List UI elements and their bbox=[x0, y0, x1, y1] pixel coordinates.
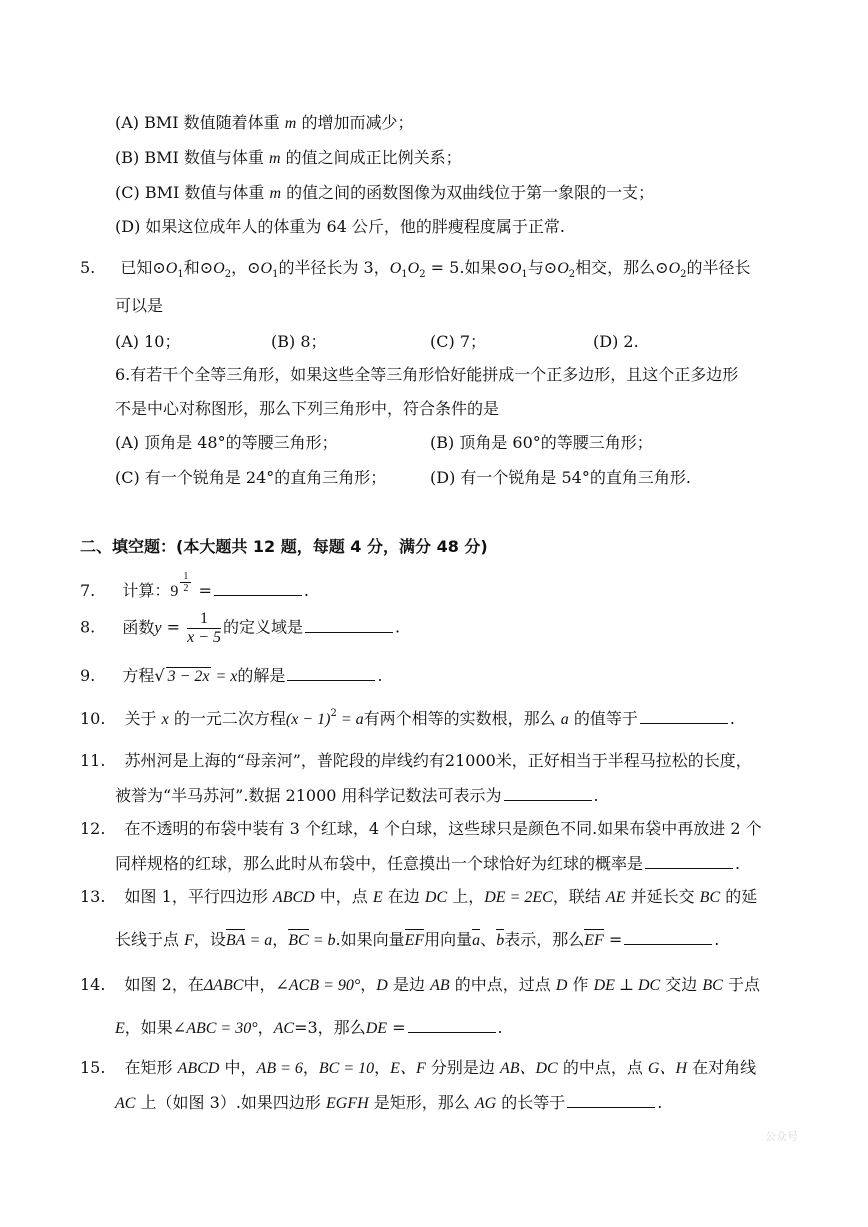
q13-e: E bbox=[372, 889, 383, 906]
q8-text2: 的定义域是 bbox=[222, 617, 303, 637]
option-b-text: (B) BMI 数值与体重 bbox=[115, 148, 264, 167]
q11-line1 bbox=[80, 751, 752, 770]
q13-line1 bbox=[80, 887, 757, 907]
q14-end: . bbox=[497, 1018, 503, 1037]
q12-line1 bbox=[80, 819, 762, 838]
q9 bbox=[80, 666, 383, 686]
q4-option-a bbox=[115, 113, 413, 133]
q7-end: . bbox=[303, 581, 309, 600]
q4-option-b bbox=[115, 148, 462, 168]
q13-f: F bbox=[184, 932, 194, 949]
q13-answer-blank[interactable] bbox=[624, 930, 712, 945]
q8-eq: = bbox=[161, 617, 186, 637]
q13-eq-b: = b bbox=[308, 932, 336, 949]
q13-line2 bbox=[115, 930, 719, 950]
q14-d: D bbox=[555, 977, 568, 994]
q9-answer-blank[interactable] bbox=[287, 666, 375, 681]
q13-text: 长线于点 bbox=[115, 930, 180, 949]
q8-answer-blank[interactable] bbox=[305, 618, 393, 633]
q8-end: . bbox=[394, 617, 401, 637]
q5-eq: = 5 bbox=[425, 258, 460, 277]
var-o: O bbox=[407, 260, 420, 277]
q5-line2: 可以是 bbox=[115, 296, 164, 315]
var-o: O bbox=[557, 260, 569, 277]
q15-ag: AG bbox=[474, 1095, 497, 1112]
q13-text: 表示，那么 bbox=[504, 930, 585, 949]
section-title: 二、填空题：(本大题共 12 题，每题 4 分，满分 48 分) bbox=[80, 537, 488, 556]
q15-line1 bbox=[80, 1058, 756, 1078]
q13-de: DE = 2EC bbox=[484, 889, 553, 906]
q12-end: . bbox=[735, 854, 741, 873]
q13-text: ，联结 bbox=[552, 887, 601, 906]
var-a: a bbox=[560, 711, 569, 728]
q7 bbox=[80, 571, 309, 603]
q14-text: 作 bbox=[572, 975, 589, 994]
var-m: m bbox=[284, 115, 297, 132]
q14-angle-abc: ∠ABC = 30° bbox=[172, 1020, 258, 1037]
option-a-text2: 的增加而减少； bbox=[301, 113, 414, 132]
q12-number: 12. bbox=[80, 819, 106, 838]
q5-text: 相交，那么⊙ bbox=[575, 258, 669, 277]
q14-bc: BC bbox=[702, 977, 723, 994]
q5-text: ，⊙ bbox=[231, 258, 261, 277]
q6-option-d: (D) 有一个锐角是 54°的直角三角形. bbox=[430, 468, 691, 487]
q15-text: ， bbox=[374, 1058, 391, 1077]
q12-text2: 同样规格的红球，那么此时从布袋中，任意摸出一个球恰好为红球的概率是 bbox=[115, 854, 644, 873]
q13-text: 如图 1，平行四边形 bbox=[124, 887, 268, 906]
sub-1: 1 bbox=[521, 269, 528, 280]
q11-text2: 被誉为“半马苏河”.数据 21000 用科学记数法可表示为 bbox=[115, 786, 502, 805]
q9-text2: 的解是 bbox=[237, 666, 286, 685]
frac-num: 1 bbox=[187, 610, 221, 629]
q10-number: 10. bbox=[80, 709, 106, 728]
var-o: O bbox=[509, 260, 522, 277]
q13-text: 中，点 bbox=[319, 887, 368, 906]
sub-2: 2 bbox=[568, 269, 576, 280]
vector-ef: EF bbox=[404, 932, 425, 949]
q14-line1 bbox=[80, 975, 760, 995]
q4-option-d: (D) 如果这位成年人的体重为 64 公斤，他的胖瘦程度属于正常. bbox=[115, 217, 566, 236]
q5-option-d: (D) 2. bbox=[593, 332, 639, 351]
var-y: y bbox=[154, 619, 162, 637]
var-o: O bbox=[389, 260, 402, 277]
q14-text: ，如果 bbox=[124, 1018, 173, 1037]
vector-a: a bbox=[472, 932, 481, 949]
q6-line2: 不是中心对称图形，那么下列三角形中，符合条件的是 bbox=[115, 399, 500, 418]
sub-2: 2 bbox=[224, 269, 232, 280]
q8-text: 函数 bbox=[122, 617, 155, 637]
q5-text: 和⊙ bbox=[183, 258, 214, 277]
q15-ef: E、F bbox=[390, 1060, 426, 1077]
q14-text: ， bbox=[257, 1018, 274, 1037]
q10-square: 2 bbox=[330, 708, 337, 719]
q15-text: 在矩形 bbox=[124, 1058, 173, 1077]
q7-text: 计算： bbox=[122, 581, 171, 600]
var-m: m bbox=[268, 150, 281, 167]
q7-number: 7. bbox=[80, 581, 96, 600]
sub-1: 1 bbox=[177, 269, 184, 280]
q15-bc: BC = 10 bbox=[318, 1060, 375, 1077]
q13-sep: 、 bbox=[480, 930, 497, 949]
q6-option-c: (C) 有一个锐角是 24°的直角三角形； bbox=[115, 468, 387, 487]
exp-num: 1 bbox=[180, 571, 191, 583]
q10-text4: 的值等于 bbox=[573, 709, 638, 728]
q5-option-c: (C) 7； bbox=[430, 332, 486, 351]
sub-2: 2 bbox=[680, 269, 687, 280]
q14-text: ， bbox=[360, 975, 377, 994]
q13-text: .如果向量 bbox=[335, 930, 405, 949]
var-o: O bbox=[260, 260, 273, 277]
q9-text: 方程 bbox=[122, 666, 155, 685]
q5-text: 与⊙ bbox=[527, 258, 558, 277]
q10 bbox=[80, 709, 735, 729]
option-c-text2: 的值之间的函数图像为双曲线位于第一象限的一支； bbox=[286, 183, 655, 202]
q14-eq: = bbox=[387, 1018, 406, 1037]
q15-number: 15. bbox=[80, 1058, 106, 1077]
q11-answer-blank[interactable] bbox=[504, 786, 592, 801]
q15-text: 中， bbox=[224, 1058, 257, 1077]
q14-text: 如图 2，在 bbox=[124, 975, 204, 994]
q14-d: D bbox=[376, 977, 388, 994]
watermark: 公众号 bbox=[765, 1130, 798, 1143]
q14-e: E bbox=[115, 1020, 125, 1037]
q10-text: 关于 bbox=[124, 709, 157, 728]
q15-text: 分别是边 bbox=[430, 1058, 495, 1077]
q12-answer-blank[interactable] bbox=[645, 854, 733, 869]
q14-line2 bbox=[115, 1018, 503, 1038]
q15-end: . bbox=[657, 1093, 663, 1112]
q13-abcd: ABCD bbox=[272, 889, 315, 906]
q9-eq: = x bbox=[211, 668, 238, 685]
var-m: m bbox=[269, 185, 282, 202]
q13-eq: = bbox=[603, 930, 623, 949]
q9-end: . bbox=[377, 666, 383, 685]
q14-ab: AB bbox=[430, 977, 450, 994]
q11-text: 苏州河是上海的“母亲河”，普陀段的岸线约有21000米，正好相当于半程马拉松的长度， bbox=[124, 751, 752, 770]
q14-text: 交边 bbox=[665, 975, 698, 994]
option-c-text: (C) BMI 数值与体重 bbox=[115, 183, 265, 202]
q5-option-a: (A) 10； bbox=[115, 332, 181, 351]
q14-ac: AC bbox=[273, 1020, 295, 1037]
q14-perp: DE ⊥ DC bbox=[593, 977, 661, 994]
q13-ae: AE bbox=[605, 889, 626, 906]
sub-2: 2 bbox=[419, 269, 426, 280]
q5-text: 的半径长 bbox=[686, 258, 751, 277]
q12-line2 bbox=[115, 854, 740, 873]
q15-ab: AB = 6 bbox=[256, 1060, 303, 1077]
q15-gh: G、H bbox=[647, 1060, 688, 1077]
var-o: O bbox=[165, 260, 178, 277]
q13-text: 用向量 bbox=[424, 930, 473, 949]
vector-ef: EF bbox=[584, 932, 604, 949]
q14-text: =3，那么 bbox=[294, 1018, 366, 1037]
q15-text: 在对角线 bbox=[692, 1058, 757, 1077]
q13-text: ，设 bbox=[193, 930, 226, 949]
q5-line1 bbox=[80, 258, 751, 278]
q13-text: 的延 bbox=[725, 887, 758, 906]
option-b-text2: 的值之间成正比例关系； bbox=[285, 148, 462, 167]
q14-text: 于点 bbox=[727, 975, 760, 994]
q15-ab-dc: AB、DC bbox=[499, 1060, 558, 1077]
q14-text: 是边 bbox=[392, 975, 425, 994]
sub-1: 1 bbox=[401, 269, 408, 280]
q15-ac: AC bbox=[115, 1095, 136, 1112]
q13-text: ， bbox=[272, 930, 289, 949]
q15-text: 上（如图 3）.如果四边形 bbox=[140, 1093, 321, 1112]
q7-eq: = bbox=[193, 581, 212, 600]
var-x: x bbox=[161, 711, 169, 728]
q6-line1: 6.有若干个全等三角形，如果这些全等三角形恰好能拼成一个正多边形，且这个正多边形 bbox=[115, 365, 739, 384]
option-a-text: (A) BMI 数值随着体重 bbox=[115, 113, 280, 132]
q6-option-b: (B) 顶角是 60°的等腰三角形； bbox=[430, 433, 653, 452]
q13-eq-a: = a bbox=[245, 932, 273, 949]
q13-text: 上， bbox=[452, 887, 485, 906]
q10-answer-blank[interactable] bbox=[640, 709, 728, 724]
q10-text3: 有两个相等的实数根，那么 bbox=[363, 709, 556, 728]
q13-dc: DC bbox=[424, 889, 448, 906]
vector-bc: BC bbox=[288, 932, 309, 949]
vector-ba: BA bbox=[225, 932, 246, 949]
var-o: O bbox=[213, 260, 225, 277]
q5-text: .如果⊙ bbox=[459, 258, 510, 277]
frac-den: x − 5 bbox=[187, 628, 221, 646]
q15-text: 是矩形，那么 bbox=[373, 1093, 470, 1112]
q15-abcd: ABCD bbox=[177, 1060, 220, 1077]
q10-end: . bbox=[729, 709, 735, 728]
q11-line2 bbox=[115, 786, 599, 805]
q14-triangle: ΔABC bbox=[203, 977, 244, 994]
var-o: O bbox=[668, 260, 681, 277]
sub-1: 1 bbox=[272, 269, 279, 280]
q13-text: 在边 bbox=[387, 887, 420, 906]
q14-text: 中， bbox=[243, 975, 276, 994]
sqrt-sign: √ bbox=[154, 666, 165, 685]
exp-den: 2 bbox=[183, 583, 189, 594]
q10-eq: = a bbox=[336, 711, 364, 728]
q7-answer-blank[interactable] bbox=[214, 581, 302, 596]
q11-number: 11. bbox=[80, 751, 106, 770]
q13-bc: BC bbox=[699, 889, 721, 906]
q15-text: 的长等于 bbox=[501, 1093, 566, 1112]
q7-base: 9 bbox=[170, 583, 179, 600]
q15-answer-blank[interactable] bbox=[567, 1093, 655, 1108]
q6-option-a: (A) 顶角是 48°的等腰三角形； bbox=[115, 433, 338, 452]
q15-text: 的中点，点 bbox=[562, 1058, 643, 1077]
q10-text2: 的一元二次方程 bbox=[173, 709, 286, 728]
q15-line2 bbox=[115, 1093, 662, 1113]
q5-number: 5. bbox=[80, 258, 96, 277]
q4-option-c bbox=[115, 183, 654, 203]
q15-efgh: EGFH bbox=[326, 1095, 369, 1112]
q14-de: DE bbox=[365, 1020, 388, 1037]
q10-expr: (x − 1) bbox=[285, 711, 331, 728]
q8 bbox=[80, 610, 400, 646]
q12-text: 在不透明的布袋中装有 3 个红球，4 个白球，这些球只是颜色不同.如果布袋中再放进 2 个 bbox=[124, 819, 762, 838]
q7-exponent bbox=[180, 571, 191, 594]
q9-number: 9. bbox=[80, 666, 96, 685]
q5-text: 已知⊙ bbox=[120, 258, 166, 277]
q5-option-b: (B) 8； bbox=[271, 332, 327, 351]
q14-angle-acb: ∠ACB = 90° bbox=[275, 977, 361, 994]
q8-number: 8. bbox=[80, 617, 96, 637]
q14-number: 14. bbox=[80, 975, 106, 994]
q9-radicand: 3 − 2x bbox=[167, 668, 210, 685]
q15-text: ， bbox=[302, 1058, 319, 1077]
q13-end: . bbox=[714, 930, 720, 949]
q13-text: 并延长交 bbox=[630, 887, 695, 906]
q5-text: 的半径长为 3， bbox=[278, 258, 390, 277]
vector-b: b bbox=[496, 932, 505, 949]
q11-end: . bbox=[593, 786, 599, 805]
q14-text: 的中点，过点 bbox=[454, 975, 551, 994]
q13-number: 13. bbox=[80, 887, 106, 906]
q8-fraction bbox=[187, 610, 221, 646]
q14-answer-blank[interactable] bbox=[408, 1018, 496, 1033]
